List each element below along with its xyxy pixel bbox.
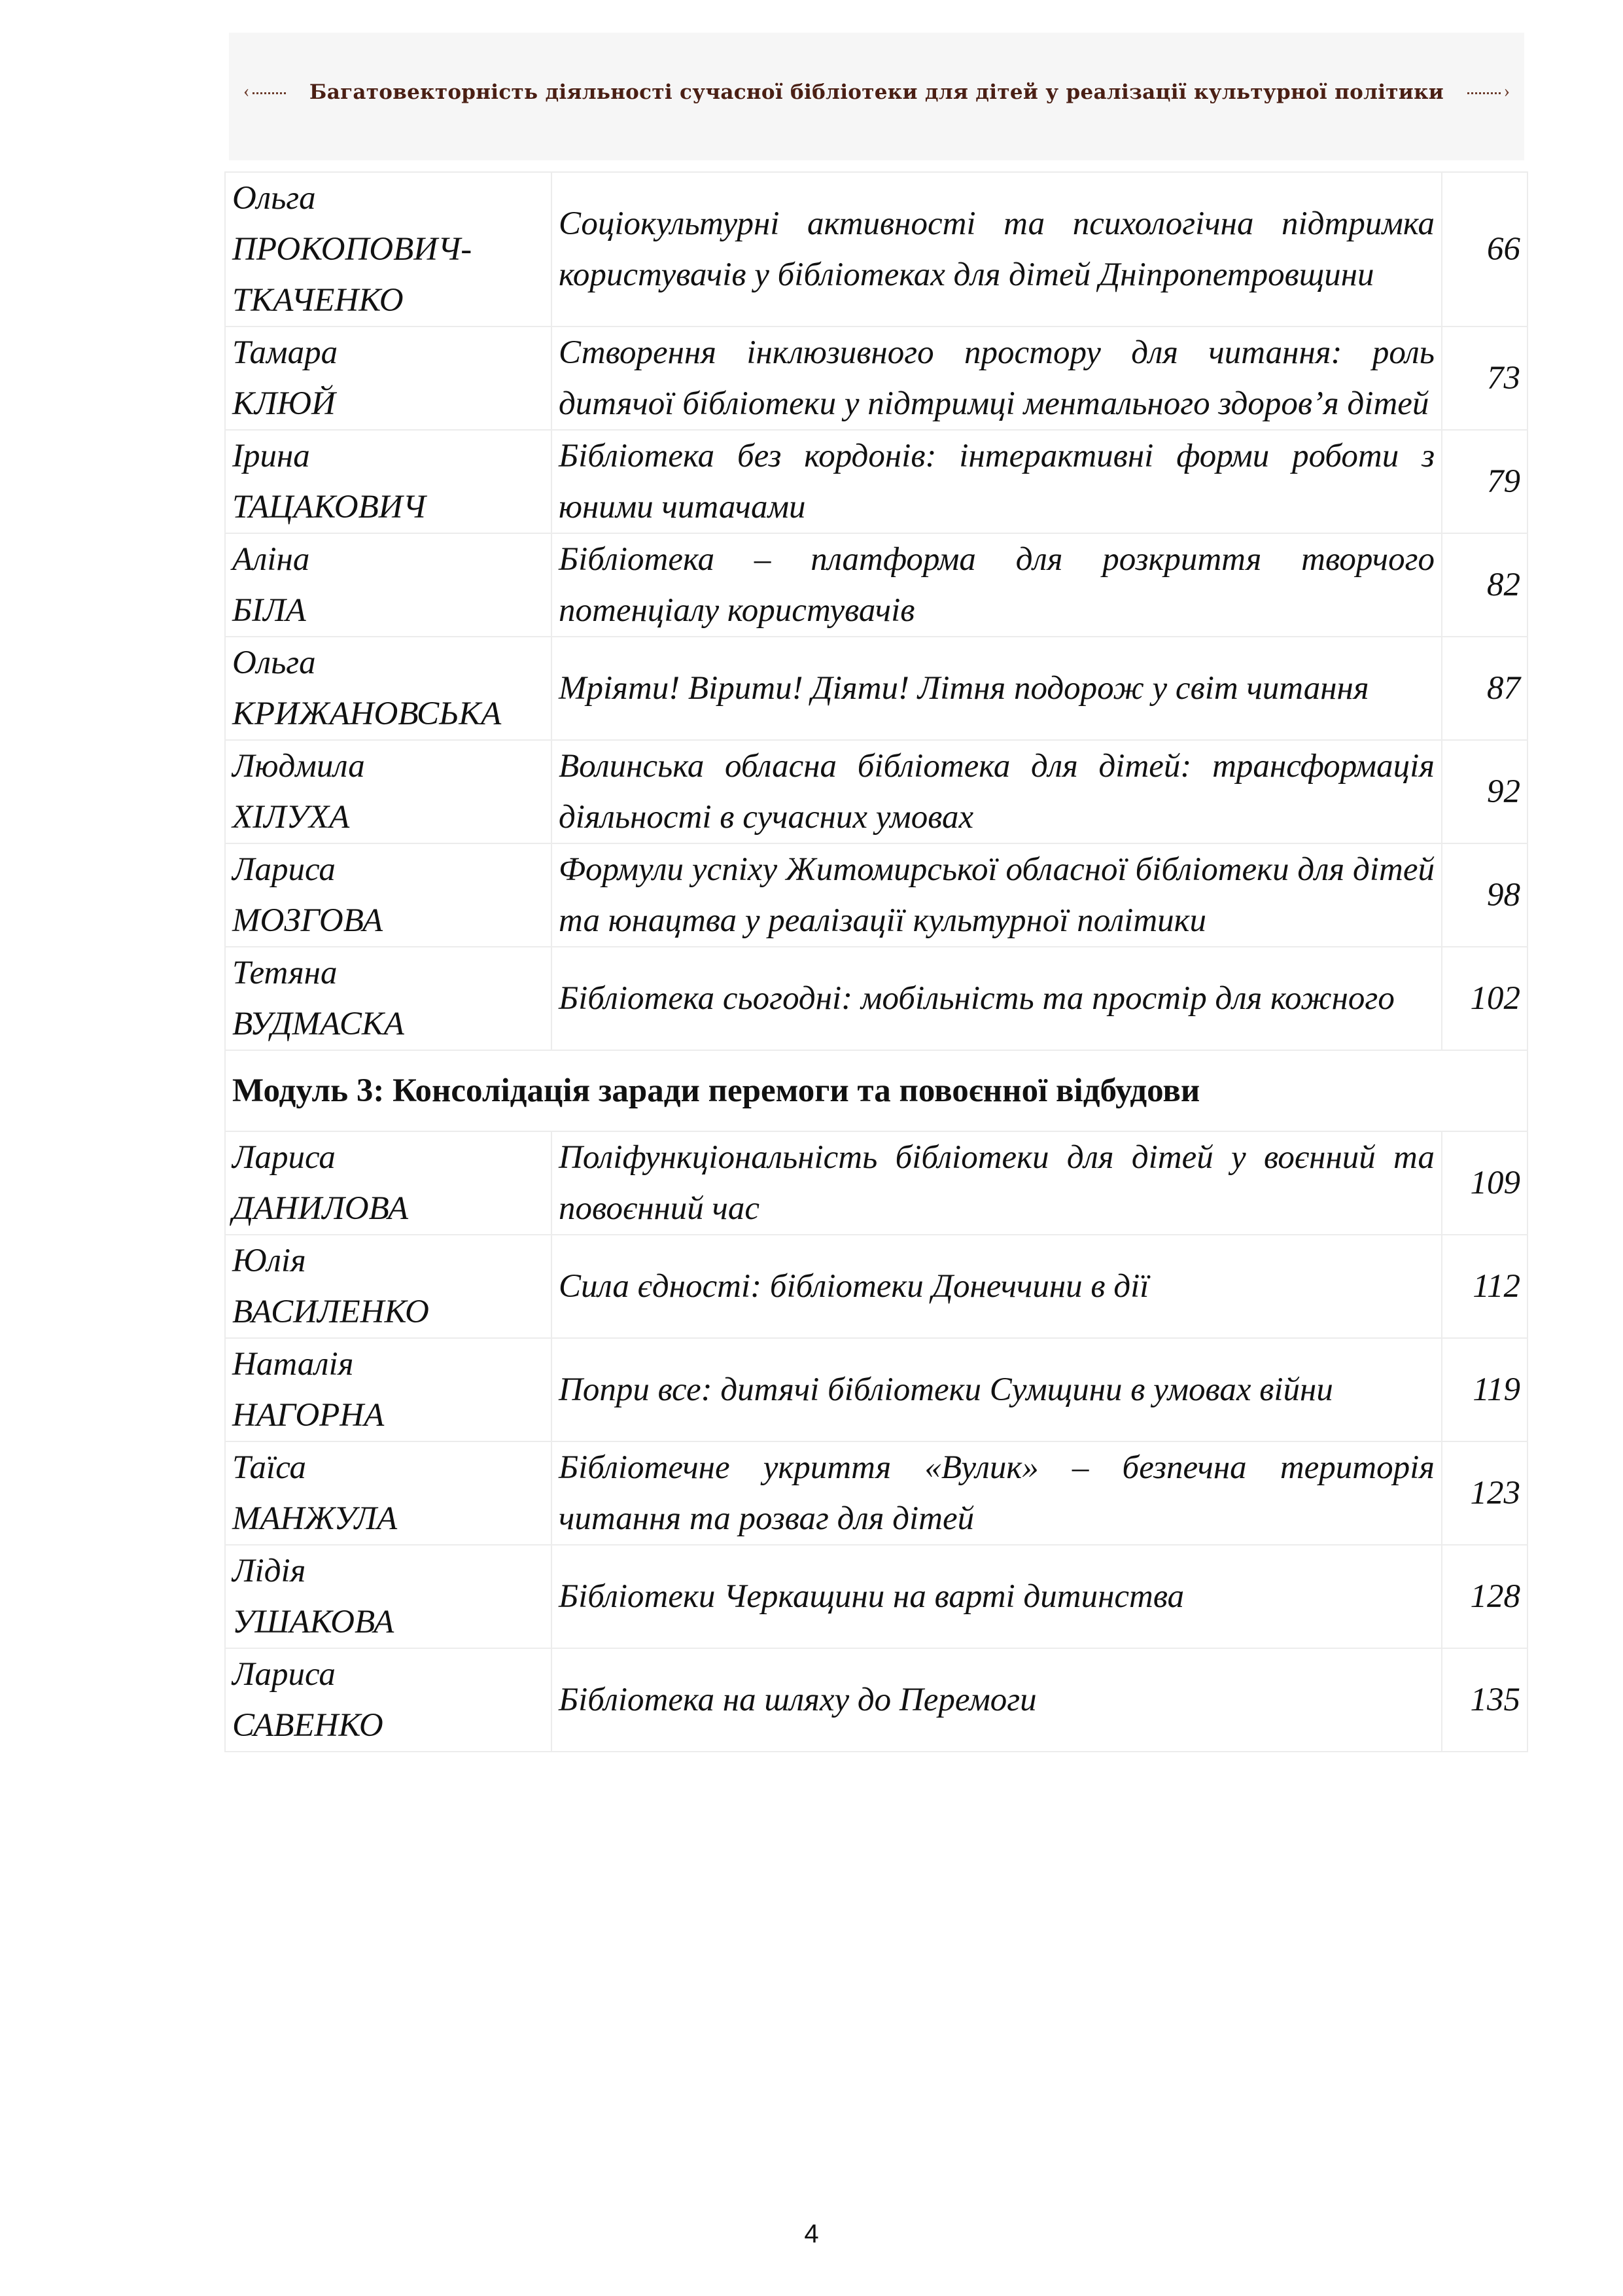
module-heading-row [225,1050,1527,1131]
toc-row [225,947,1527,1050]
page-ref: 73 [1442,327,1527,430]
author-cell [225,533,551,637]
author-first-name: Аліна [232,541,310,578]
author-last-name: ПРОКОПОВИЧ-ТКАЧЕНКО [232,231,472,319]
article-title: Бібліотека на шляху до Перемоги [551,1648,1442,1752]
author-first-name: Лариса [232,1656,336,1693]
author-first-name: Юлія [232,1243,306,1279]
toc-row [225,1545,1527,1648]
page-ref: 79 [1442,430,1527,533]
page-ref: 123 [1442,1441,1527,1545]
author-cell [225,1648,551,1752]
article-title: Соціокультурні активності та психологічна підтримка користувачів у бібліотеках для дітей Дніпропетровщини [551,172,1442,327]
author-first-name: Тамара [232,334,338,371]
author-last-name: ВУДМАСКА [232,1006,404,1042]
article-title: Бібліотеки Черкащини на варті дитинства [551,1545,1442,1648]
author-first-name: Ольга [232,645,316,681]
header-title: Багатовекторність діяльності сучасної бібліотеки для дітей у реалізації культурної політики [309,80,1444,104]
author-cell [225,1338,551,1441]
author-cell [225,1545,551,1648]
toc-row [225,637,1527,740]
author-last-name: САВЕНКО [232,1707,383,1744]
page-ref: 92 [1442,740,1527,843]
page-ref: 109 [1442,1131,1527,1235]
author-cell [225,1131,551,1235]
toc-row [225,533,1527,637]
author-first-name: Ольга [232,180,316,217]
author-last-name: ДАНИЛОВА [232,1190,408,1227]
author-first-name: Таїса [232,1449,307,1486]
page-ref: 82 [1442,533,1527,637]
author-last-name: ВАСИЛЕНКО [232,1294,429,1330]
author-last-name: МАНЖУЛА [232,1500,398,1537]
article-title: Формули успіху Житомирської обласної бібліотеки для дітей та юнацтва у реалізації культурної політики [551,843,1442,947]
author-last-name: БІЛА [232,592,306,629]
author-first-name: Тетяна [232,955,338,991]
article-title: Сила єдності: бібліотеки Донеччини в дії [551,1235,1442,1338]
author-first-name: Лідія [232,1553,306,1589]
author-cell [225,430,551,533]
page-number: 4 [804,2219,819,2248]
author-last-name: УШАКОВА [232,1604,394,1640]
toc-row [225,1338,1527,1441]
author-cell [225,947,551,1050]
author-last-name: ХІЛУХА [232,799,350,836]
article-title: Попри все: дитячі бібліотеки Сумщини в умовах війни [551,1338,1442,1441]
article-title: Бібліотечне укриття «Вулик» – безпечна територія читання та розваг для дітей [551,1441,1442,1545]
author-cell [225,172,551,327]
author-last-name: КЛЮЙ [232,385,336,422]
article-title: Бібліотека без кордонів: інтерактивні форми роботи з юними читачами [551,430,1442,533]
table-of-contents [224,171,1528,1752]
page-ref: 135 [1442,1648,1527,1752]
toc-row [225,1131,1527,1235]
header-line [243,76,1510,109]
toc-row [225,1441,1527,1545]
author-last-name: НАГОРНА [232,1397,385,1434]
author-first-name: Наталія [232,1346,354,1383]
article-title: Мріяти! Вірити! Діяти! Літня подорож у світ читання [551,637,1442,740]
toc-row [225,1235,1527,1338]
author-cell [225,1441,551,1545]
page-ref: 87 [1442,637,1527,740]
author-cell [225,637,551,740]
toc-row [225,172,1527,327]
page-ref: 98 [1442,843,1527,947]
article-title: Створення інклюзивного простору для читання: роль дитячої бібліотеки у підтримці ментального здоров’я дітей [551,327,1442,430]
toc-row [225,327,1527,430]
toc-row [225,430,1527,533]
author-first-name: Лариса [232,1139,336,1176]
right-arrow-icon: › [1462,76,1506,109]
page-ref: 66 [1442,172,1527,327]
left-arrow-icon: ‹ [247,76,291,109]
author-first-name: Лариса [232,851,336,888]
article-title: Бібліотека сьогодні: мобільність та простір для кожного [551,947,1442,1050]
author-cell [225,327,551,430]
article-title: Поліфункціональність бібліотеки для дітей у воєнний та повоєнний час [551,1131,1442,1235]
toc-row [225,740,1527,843]
author-cell [225,843,551,947]
toc-row [225,1648,1527,1752]
author-last-name: МОЗГОВА [232,902,383,939]
running-header [229,33,1524,160]
author-first-name: Людмила [232,748,365,785]
page-ref: 112 [1442,1235,1527,1338]
author-last-name: ТАЦАКОВИЧ [232,489,426,525]
author-first-name: Ірина [232,438,310,474]
page-ref: 119 [1442,1338,1527,1441]
author-cell [225,1235,551,1338]
article-title: Бібліотека – платформа для розкриття творчого потенціалу користувачів [551,533,1442,637]
author-cell [225,740,551,843]
page-ref: 128 [1442,1545,1527,1648]
author-last-name: КРИЖАНОВСЬКА [232,696,502,732]
page-ref: 102 [1442,947,1527,1050]
module-heading: Модуль 3: Консолідація заради перемоги та повоєнної відбудови [225,1050,1527,1131]
toc-row [225,843,1527,947]
article-title: Волинська обласна бібліотека для дітей: трансформація діяльності в сучасних умовах [551,740,1442,843]
